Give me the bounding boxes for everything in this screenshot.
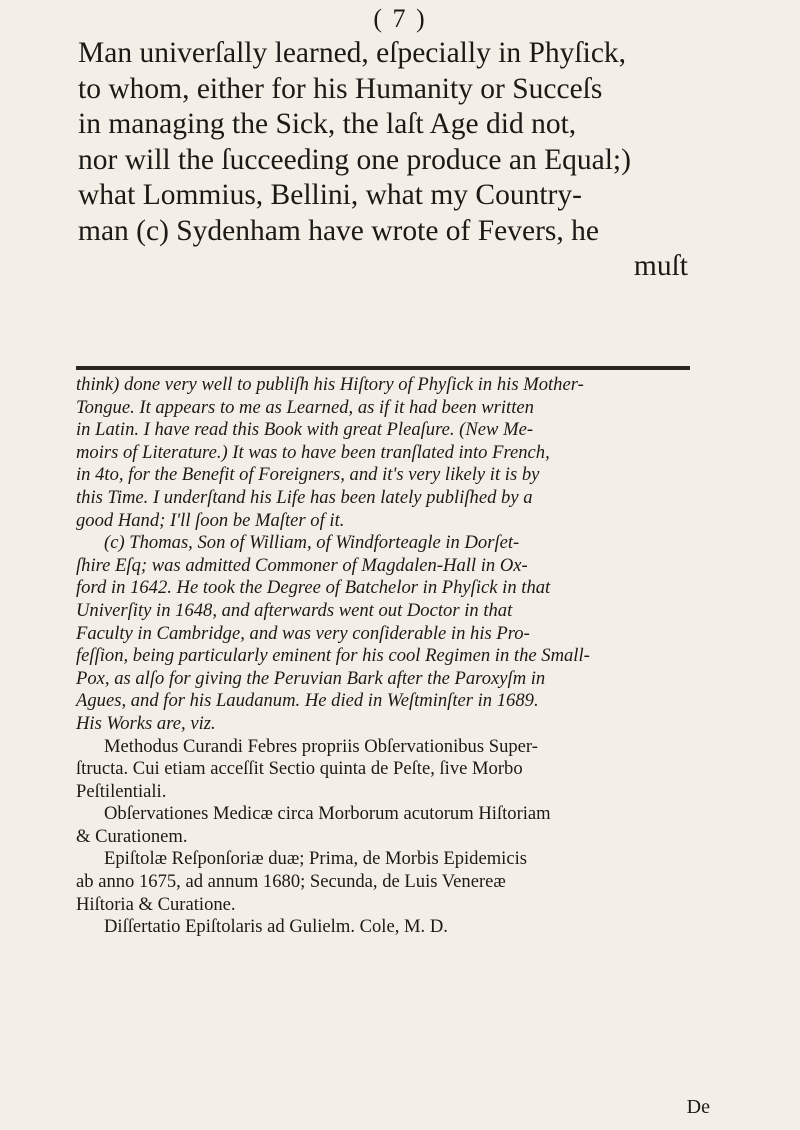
- footnote-line: ſhire Eſq; was admitted Commoner of Magdalen-Hall in Ox-: [76, 554, 528, 576]
- main-line: man (c) Sydenham have wrote of Fevers, he: [78, 214, 599, 247]
- footnote-line: & Curationem.: [76, 825, 188, 847]
- footnote-line: Diſſertatio Epiſtolaris ad Gulielm. Cole, M. D.: [104, 916, 448, 938]
- footnote-line: moirs of Literature.) It was to have been tranſlated into French,: [76, 441, 550, 463]
- footnote-line: think) done very well to publiſh his Hiſtory of Phyſick in his Mother-: [76, 374, 584, 395]
- footnote-line: Pox, as alſo for giving the Peruvian Bark after the Paroxyſm in: [76, 667, 546, 689]
- footnote-line: ſtructa. Cui etiam acceſſit Sectio quinta de Peſte, ſive Morbo: [76, 758, 523, 780]
- footnote-line: Agues, and for his Laudanum. He died in Weſtminſter in 1689.: [76, 690, 539, 712]
- footnote-line: (c) Thomas, Son of William, of Windforteagle in Dorſet-: [104, 532, 520, 554]
- main-line: nor will the ſucceeding one produce an Equal;): [78, 143, 631, 176]
- footnote-line: Peſtilentiali.: [76, 780, 167, 802]
- footnote-line: good Hand; I'll ſoon be Maſter of it.: [76, 509, 345, 531]
- footnote-line: feſſion, being particularly eminent for his cool Regimen in the Small-: [76, 645, 590, 667]
- main-text: [78, 36, 688, 285]
- footnote-line: Obſervationes Medicæ circa Morborum acutorum Hiſtoriam: [104, 803, 551, 825]
- footnote-line: Epiſtolæ Reſponſoriæ duæ; Prima, de Morbis Epidemicis: [104, 848, 527, 870]
- footnote-line: in Latin. I have read this Book with great Pleaſure. (New Me-: [76, 419, 534, 441]
- main-line: to whom, either for his Humanity or Succeſs: [78, 72, 603, 105]
- page-number: ( 7 ): [373, 4, 427, 33]
- catchword: De: [686, 1096, 710, 1118]
- footnote-line: Hiſtoria & Curatione.: [76, 893, 236, 915]
- main-line: what Lommius, Bellini, what my Country-: [78, 179, 582, 211]
- footnotes: [76, 374, 690, 939]
- main-line: in managing the Sick, the laſt Age did not,: [78, 108, 577, 140]
- footnote-rule: [76, 366, 690, 370]
- main-line-continuation: muſt: [633, 250, 688, 282]
- footnote-line: Tongue. It appears to me as Learned, as if it had been written: [76, 396, 534, 418]
- footnote-line: Faculty in Cambridge, and was very conſiderable in his Pro-: [76, 622, 530, 644]
- footnote-line: His Works are, viz.: [76, 712, 216, 734]
- footnote-line: ford in 1642. He took the Degree of Batchelor in Phyſick in that: [76, 577, 551, 599]
- footnote-line: ab anno 1675, ad annum 1680; Secunda, de Luis Venereæ: [76, 871, 506, 893]
- footnote-line: in 4to, for the Benefit of Foreigners, and it's very likely it is by: [76, 464, 540, 486]
- footnote-line: Univerſity in 1648, and afterwards went out Doctor in that: [76, 599, 513, 621]
- footnote-line: this Time. I underſtand his Life has been lately publiſhed by a: [76, 486, 533, 508]
- footnote-line: Methodus Curandi Febres propriis Obſervationibus Super-: [104, 735, 538, 757]
- main-line: Man univerſally learned, eſpecially in Phyſick,: [78, 37, 627, 69]
